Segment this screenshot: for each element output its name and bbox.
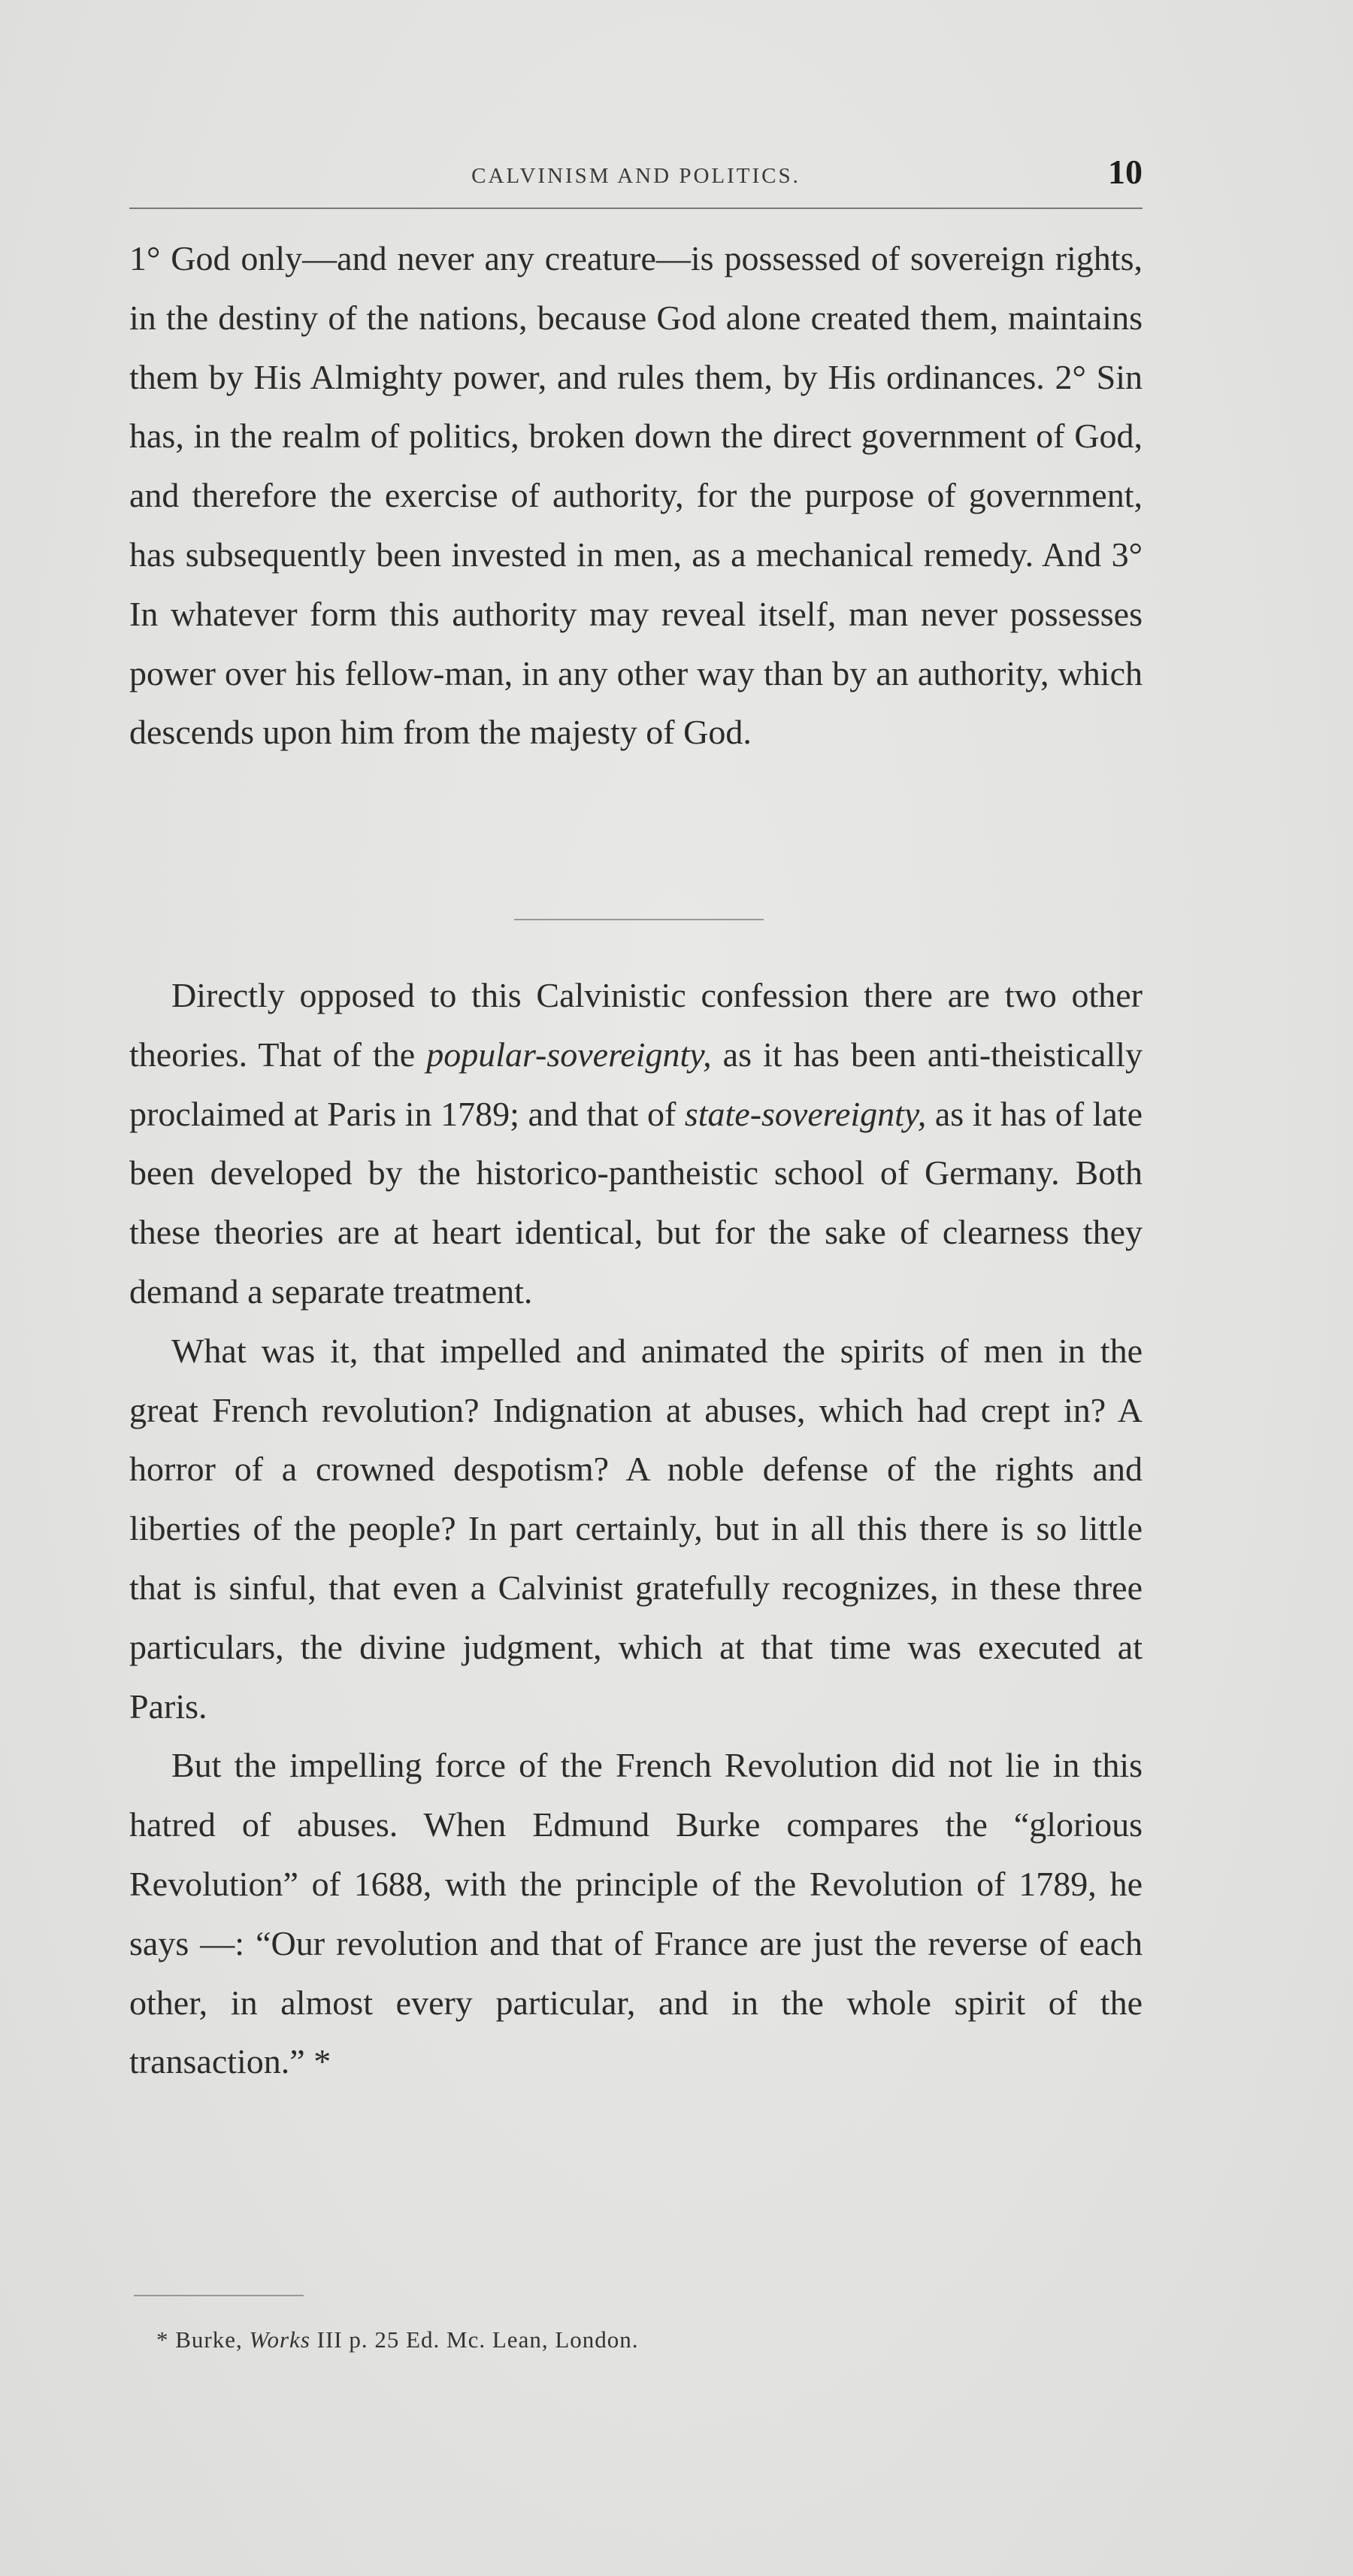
paragraph-burke (129, 1736, 1143, 2092)
paragraph-two-theories (129, 966, 1143, 1322)
paragraph-text: as it has been anti-theistically proclaimed at Paris in 1789; and that of (129, 1035, 1143, 1133)
paragraph-text: What was it, that impelled and animated the spirits of men in the great French revolution? Indignation at abuses, which had crept in? A horror of a crowned despotism? A noble defense of the rights and liberties of the people? In part certainly, but in all this there is so little that is sinful, that even a Calvinist gratefully recognizes, in these three particulars, the divine judgment, which at that time was executed at Paris. (129, 1331, 1143, 1726)
footnote (156, 2326, 639, 2353)
paragraph-text: But the impelling force of the French Revolution did not lie in this hatred of abuses. When Edmund Burke compares the “glorious Revolution” of 1688, with the principle of the Revolution of 1789, he says —: “Our revolution and that of France are just the reverse of each other, in almost every particular, and in the whole spirit of the transaction.” * (129, 1746, 1143, 2081)
footnote-text: * Burke, (156, 2326, 250, 2353)
footnote-text: III p. 25 Ed. Mc. Lean, London. (310, 2326, 639, 2353)
footnote-italic-works: Works (249, 2326, 310, 2353)
page-number: 10 (1108, 153, 1143, 191)
text-block-main (129, 966, 1143, 2092)
section-separator (514, 919, 764, 920)
paragraph-text: 1° God only—and never any creature—is possessed of sovereign rights, in the destiny of the nations, because God alone created them, maintains them by His Almighty power, and rules them, by His ordinances. 2° Sin has, in the realm of politics, broken down the direct government of God, and therefore the exercise of authority, for the purpose of government, has subsequently been invested in men, as a mechanical remedy. And 3° In whatever form this authority may reveal itself, man never possesses power over his fellow-man, in any other way than by an authority, which descends upon him from the majesty of God. (129, 239, 1143, 752)
paragraph-text: as it has of late been developed by the historico-pantheistic school of Germany. Both these theories are at heart identical, but for the sake of clearness they demand a separate treatment. (129, 1094, 1143, 1311)
running-title: CALVINISM AND POLITICS. (471, 164, 801, 188)
italic-term-popular-sovereignty: popular-sovereignty, (426, 1035, 712, 1074)
page-header (129, 147, 1143, 209)
italic-term-state-sovereignty: state-sovereignty, (684, 1094, 927, 1133)
paragraph-principles (129, 229, 1143, 762)
footnote-rule (134, 2295, 304, 2296)
paragraph-text: Directly opposed to this Calvinistic confession there are two other theories. That of the (129, 976, 1143, 1074)
text-block-top (129, 229, 1143, 762)
paragraph-french-revolution (129, 1322, 1143, 1737)
